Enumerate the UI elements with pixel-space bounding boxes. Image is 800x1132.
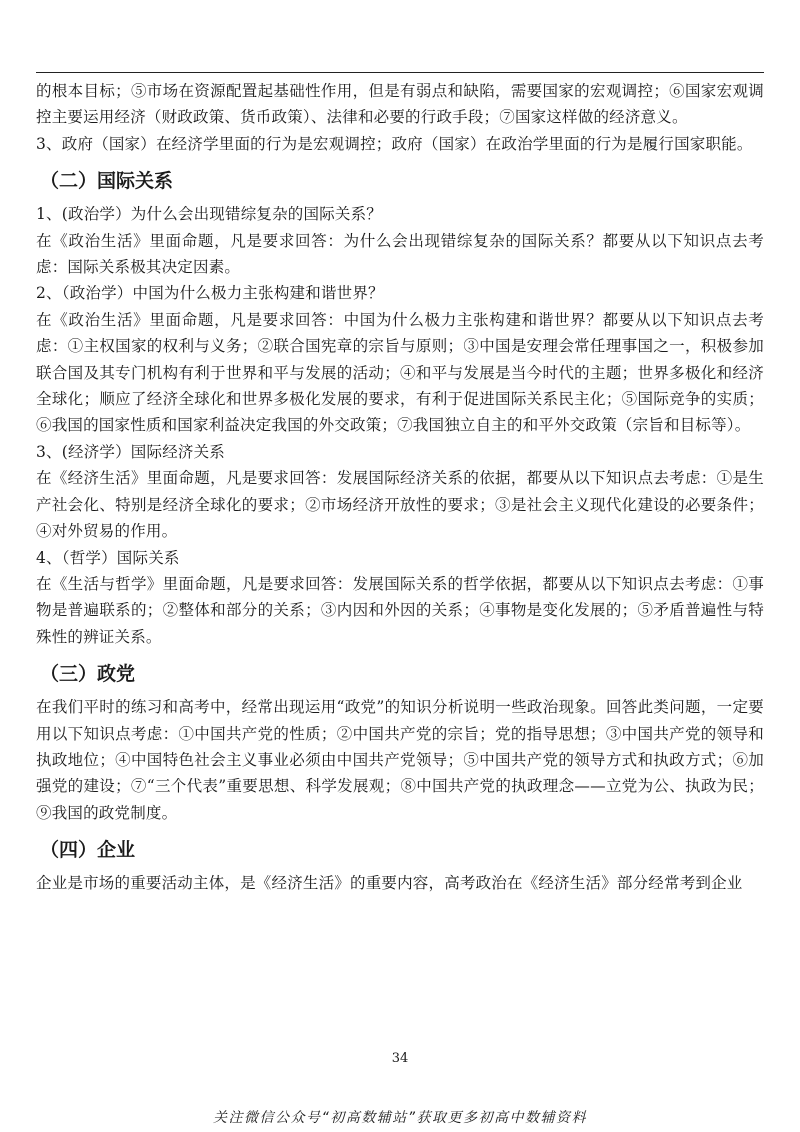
question-title-2: 2、（政治学）中国为什么极力主张构建和谐世界？: [36, 284, 384, 303]
footer-note: 关注微信公众号“初高数辅站”获取更多初高中数辅资料: [212, 1110, 587, 1126]
document-page: [36, 78, 764, 897]
question-body-3: 在《经济生活》里面命题，凡是要求回答：发展国际经济关系的依据，都要从以下知识点去考虑：①是生产社会化、特别是经济全球化的要求；②市场经济开放性的要求；③是社会主义现代化建设的必要条件；④对外贸易的作用。: [36, 469, 764, 541]
section-heading-party: （三）政党: [40, 663, 136, 686]
party-paragraph: 在我们平时的练习和高考中，经常出现运用“政党”的知识分析说明一些政治现象。回答此类问题，一定要用以下知识点考虑：①中国共产党的性质；②中国共产党的宗旨；党的指导思想；③中国共产党的领导和执政地位；④中国特色社会主义事业必须由中国共产党领导；⑤中国共产党的领导方式和执政方式；⑥加强党的建设；⑦“三个代表”重要思想、科学发展观；⑧中国共产党的执政理念——立党为公、执政为民；⑨我国的政党制度。: [36, 698, 764, 822]
section-heading-international: （二）国际关系: [40, 170, 174, 193]
question-body-4: 在《生活与哲学》里面命题，凡是要求回答：发展国际关系的哲学依据，都要从以下知识点去考虑：①事物是普遍联系的；②整体和部分的关系；③内因和外因的关系；④事物是变化发展的；⑤矛盾普遍性与特殊性的辨证关系。: [36, 574, 764, 646]
enterprise-paragraph: 企业是市场的重要活动主体，是《经济生活》的重要内容，高考政治在《经济生活》部分经常考到企业: [36, 874, 743, 893]
page-number: 34: [391, 1051, 409, 1066]
question-title-3: 3、(经济学）国际经济关系: [36, 442, 226, 461]
question-title-4: 4、（哲学）国际关系: [36, 548, 180, 567]
paragraph-economy-goal: 的根本目标；⑤市场在资源配置起基础性作用，但是有弱点和缺陷，需要国家的宏观调控；⑥国家宏观调控主要运用经济（财政政策、货币政策）、法律和必要的行政手段；⑦国家这样做的经济意义。: [36, 82, 764, 127]
question-title-1: 1、(政治学）为什么会出现错综复杂的国际关系？: [36, 205, 383, 224]
section-heading-enterprise: （四）企业: [40, 839, 136, 862]
question-body-2: 在《政治生活》里面命题，凡是要求回答：中国为什么极力主张构建和谐世界？都要从以下知识点去考虑：①主权国家的权利与义务；②联合国宪章的宗旨与原则；③中国是安理会常任理事国之一，积极参加联合国及其专门机构有利于世界和平与发展的活动；④和平与发展是当今时代的主题；世界多极化和经济全球化；顺应了经济全球化和世界多极化发展的要求，有利于促进国际关系民主化；⑤国际竞争的实质；⑥我国的国家性质和国家利益决定我国的外交政策；⑦我国独立自主的和平外交政策（宗旨和目标等）。: [36, 310, 764, 435]
paragraph-government-role: 3、政府（国家）在经济学里面的行为是宏观调控；政府（国家）在政治学里面的行为是履行国家职能。: [36, 134, 753, 153]
header-rule: [36, 72, 764, 73]
question-body-1: 在《政治生活》里面命题，凡是要求回答：为什么会出现错综复杂的国际关系？都要从以下知识点去考虑：国际关系极其决定因素。: [36, 231, 764, 277]
